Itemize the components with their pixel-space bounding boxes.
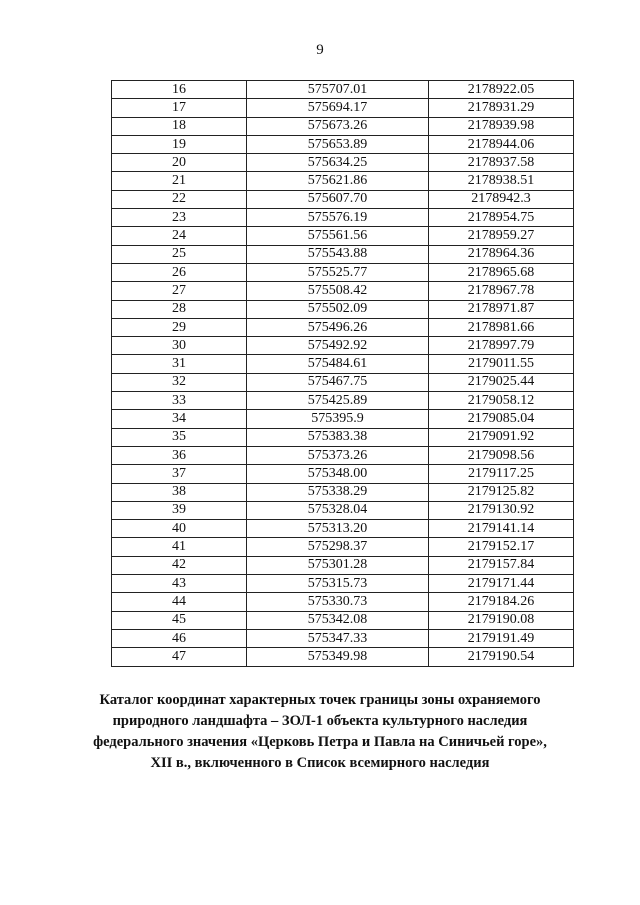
point-number-cell: 16 [112,81,247,99]
x-coordinate-cell: 575621.86 [247,172,429,190]
point-number-cell: 24 [112,227,247,245]
point-number-cell: 45 [112,611,247,629]
point-number-cell: 19 [112,135,247,153]
x-coordinate-cell: 575508.42 [247,282,429,300]
table-row [112,263,574,281]
y-coordinate-cell: 2178971.87 [429,300,574,318]
y-coordinate-cell: 2178939.98 [429,117,574,135]
y-coordinate-cell: 2179130.92 [429,501,574,519]
table-row [112,135,574,153]
point-number-cell: 27 [112,282,247,300]
point-number-cell: 33 [112,392,247,410]
table-row [112,373,574,391]
point-number-cell: 34 [112,410,247,428]
x-coordinate-cell: 575301.28 [247,556,429,574]
x-coordinate-cell: 575543.88 [247,245,429,263]
coordinates-table [111,80,574,667]
table-row [112,538,574,556]
point-number-cell: 20 [112,154,247,172]
x-coordinate-cell: 575653.89 [247,135,429,153]
table-row [112,355,574,373]
table-row [112,556,574,574]
table-row [112,209,574,227]
table-row [112,410,574,428]
table-row [112,428,574,446]
point-number-cell: 43 [112,575,247,593]
point-number-cell: 38 [112,483,247,501]
x-coordinate-cell: 575383.38 [247,428,429,446]
x-coordinate-cell: 575342.08 [247,611,429,629]
table-row [112,190,574,208]
x-coordinate-cell: 575347.33 [247,629,429,647]
caption-line: XII в., включенного в Список всемирного наследия [150,755,490,771]
x-coordinate-cell: 575525.77 [247,263,429,281]
y-coordinate-cell: 2178942.3 [429,190,574,208]
y-coordinate-cell: 2179157.84 [429,556,574,574]
table-row [112,227,574,245]
y-coordinate-cell: 2179091.92 [429,428,574,446]
x-coordinate-cell: 575634.25 [247,154,429,172]
y-coordinate-cell: 2179171.44 [429,575,574,593]
point-number-cell: 36 [112,446,247,464]
point-number-cell: 28 [112,300,247,318]
y-coordinate-cell: 2178954.75 [429,209,574,227]
point-number-cell: 31 [112,355,247,373]
y-coordinate-cell: 2178997.79 [429,337,574,355]
y-coordinate-cell: 2179117.25 [429,465,574,483]
y-coordinate-cell: 2179184.26 [429,593,574,611]
table-row [112,446,574,464]
x-coordinate-cell: 575330.73 [247,593,429,611]
x-coordinate-cell: 575694.17 [247,99,429,117]
point-number-cell: 30 [112,337,247,355]
catalog-caption [60,690,580,774]
caption-line: федерального значения «Церковь Петра и Павла на Синичьей горе», [93,734,547,750]
point-number-cell: 40 [112,520,247,538]
point-number-cell: 39 [112,501,247,519]
table-row [112,611,574,629]
table-row [112,99,574,117]
y-coordinate-cell: 2178981.66 [429,318,574,336]
x-coordinate-cell: 575315.73 [247,575,429,593]
point-number-cell: 32 [112,373,247,391]
table-row [112,648,574,666]
y-coordinate-cell: 2178931.29 [429,99,574,117]
y-coordinate-cell: 2179190.08 [429,611,574,629]
point-number-cell: 47 [112,648,247,666]
coordinates-table-body [112,81,574,667]
point-number-cell: 21 [112,172,247,190]
x-coordinate-cell: 575576.19 [247,209,429,227]
table-row [112,154,574,172]
caption-line: природного ландшафта – ЗОЛ-1 объекта культурного наследия [112,713,528,729]
y-coordinate-cell: 2178965.68 [429,263,574,281]
table-row [112,483,574,501]
table-row [112,337,574,355]
table-row [112,318,574,336]
x-coordinate-cell: 575425.89 [247,392,429,410]
x-coordinate-cell: 575395.9 [247,410,429,428]
table-row [112,575,574,593]
x-coordinate-cell: 575349.98 [247,648,429,666]
x-coordinate-cell: 575492.92 [247,337,429,355]
point-number-cell: 41 [112,538,247,556]
x-coordinate-cell: 575298.37 [247,538,429,556]
table-row [112,117,574,135]
y-coordinate-cell: 2179190.54 [429,648,574,666]
x-coordinate-cell: 575607.70 [247,190,429,208]
point-number-cell: 44 [112,593,247,611]
x-coordinate-cell: 575484.61 [247,355,429,373]
y-coordinate-cell: 2179152.17 [429,538,574,556]
y-coordinate-cell: 2179141.14 [429,520,574,538]
caption-line: Каталог координат характерных точек границы зоны охраняемого [99,692,541,708]
point-number-cell: 26 [112,263,247,281]
point-number-cell: 46 [112,629,247,647]
y-coordinate-cell: 2179098.56 [429,446,574,464]
table-row [112,593,574,611]
x-coordinate-cell: 575673.26 [247,117,429,135]
x-coordinate-cell: 575338.29 [247,483,429,501]
point-number-cell: 29 [112,318,247,336]
y-coordinate-cell: 2179058.12 [429,392,574,410]
y-coordinate-cell: 2178964.36 [429,245,574,263]
y-coordinate-cell: 2179191.49 [429,629,574,647]
point-number-cell: 23 [112,209,247,227]
y-coordinate-cell: 2178937.58 [429,154,574,172]
point-number-cell: 42 [112,556,247,574]
table-row [112,465,574,483]
y-coordinate-cell: 2179085.04 [429,410,574,428]
x-coordinate-cell: 575496.26 [247,318,429,336]
table-row [112,282,574,300]
y-coordinate-cell: 2178938.51 [429,172,574,190]
x-coordinate-cell: 575328.04 [247,501,429,519]
x-coordinate-cell: 575373.26 [247,446,429,464]
table-row [112,520,574,538]
table-row [112,392,574,410]
y-coordinate-cell: 2178967.78 [429,282,574,300]
point-number-cell: 17 [112,99,247,117]
y-coordinate-cell: 2178922.05 [429,81,574,99]
table-row [112,629,574,647]
point-number-cell: 18 [112,117,247,135]
y-coordinate-cell: 2179011.55 [429,355,574,373]
x-coordinate-cell: 575313.20 [247,520,429,538]
y-coordinate-cell: 2178944.06 [429,135,574,153]
y-coordinate-cell: 2178959.27 [429,227,574,245]
x-coordinate-cell: 575348.00 [247,465,429,483]
y-coordinate-cell: 2179025.44 [429,373,574,391]
x-coordinate-cell: 575502.09 [247,300,429,318]
y-coordinate-cell: 2179125.82 [429,483,574,501]
table-row [112,501,574,519]
table-row [112,245,574,263]
table-row [112,81,574,99]
table-row [112,300,574,318]
table-row [112,172,574,190]
point-number-cell: 37 [112,465,247,483]
point-number-cell: 22 [112,190,247,208]
x-coordinate-cell: 575707.01 [247,81,429,99]
point-number-cell: 35 [112,428,247,446]
x-coordinate-cell: 575561.56 [247,227,429,245]
point-number-cell: 25 [112,245,247,263]
x-coordinate-cell: 575467.75 [247,373,429,391]
page-number: 9 [316,42,324,58]
